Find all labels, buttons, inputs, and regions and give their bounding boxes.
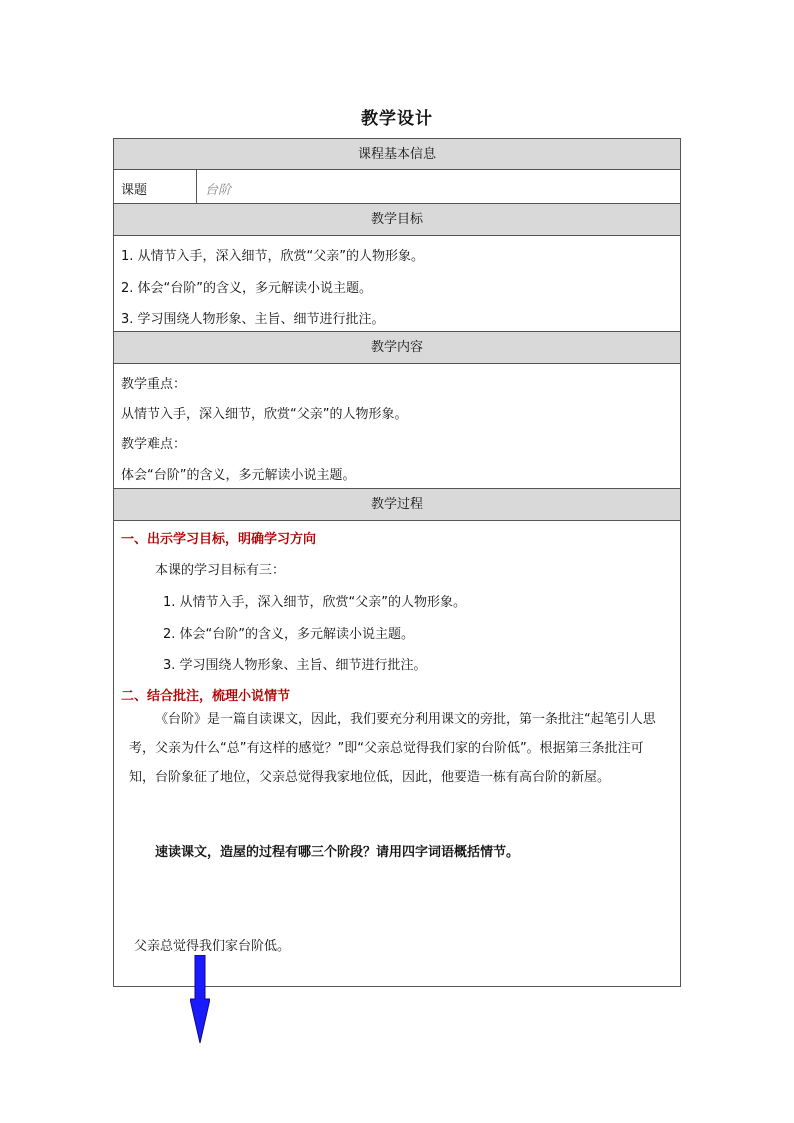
goal-item-1: 1. 从情节入手，深入细节，欣赏“父亲”的人物形象。 xyxy=(121,249,425,264)
step1-item-2: 2. 体会“台阶”的含义，多元解读小说主题。 xyxy=(163,627,415,642)
step2-question: 速读课文，造屋的过程有哪三个阶段？请用四字词语概括情节。 xyxy=(155,845,520,860)
basic-info-header: 课程基本信息 xyxy=(114,139,680,170)
key-point-label: 教学重点： xyxy=(121,377,187,392)
document-title: 教学设计 xyxy=(361,109,433,129)
key-point-text: 从情节入手，深入细节，欣赏“父亲”的人物形象。 xyxy=(121,407,408,422)
goal-item-3: 3. 学习围绕人物形象、主旨、细节进行批注。 xyxy=(121,312,385,327)
topic-divider xyxy=(196,170,197,203)
diagram-text: 父亲总觉得我们家台阶低。 xyxy=(134,939,291,954)
step1-item-3: 3. 学习围绕人物形象、主旨、细节进行批注。 xyxy=(163,658,427,673)
step1-title: 一、出示学习目标，明确学习方向 xyxy=(121,532,317,547)
difficulty-label: 教学难点： xyxy=(121,437,187,452)
goals-header: 教学目标 xyxy=(114,203,680,236)
step1-intro: 本课的学习目标有三： xyxy=(155,563,286,578)
step2-title: 二、结合批注，梳理小说情节 xyxy=(121,689,291,704)
difficulty-text: 体会“台阶”的含义，多元解读小说主题。 xyxy=(121,468,356,483)
down-arrow-icon xyxy=(190,955,210,1043)
goal-item-2: 2. 体会“台阶”的含义，多元解读小说主题。 xyxy=(121,281,373,296)
step2-paragraph: 《台阶》是一篇自读课文，因此，我们要充分利用课文的旁批，第一条批注“起笔引人思考，父亲为什么“总”有这样的感觉？”即“父亲总觉得我们家的台阶低”。根据第三条批注可知，台阶象征了地位，父亲总觉得我家地位低，因此，他要造一栋有高台阶的新屋。 xyxy=(129,712,656,785)
topic-label: 课题 xyxy=(121,183,148,198)
process-header: 教学过程 xyxy=(114,488,680,521)
content-header: 教学内容 xyxy=(114,331,680,364)
topic-value: 台阶 xyxy=(205,183,232,198)
lesson-plan-table xyxy=(113,138,681,987)
step1-item-1: 1. 从情节入手，深入细节，欣赏“父亲”的人物形象。 xyxy=(163,595,467,610)
